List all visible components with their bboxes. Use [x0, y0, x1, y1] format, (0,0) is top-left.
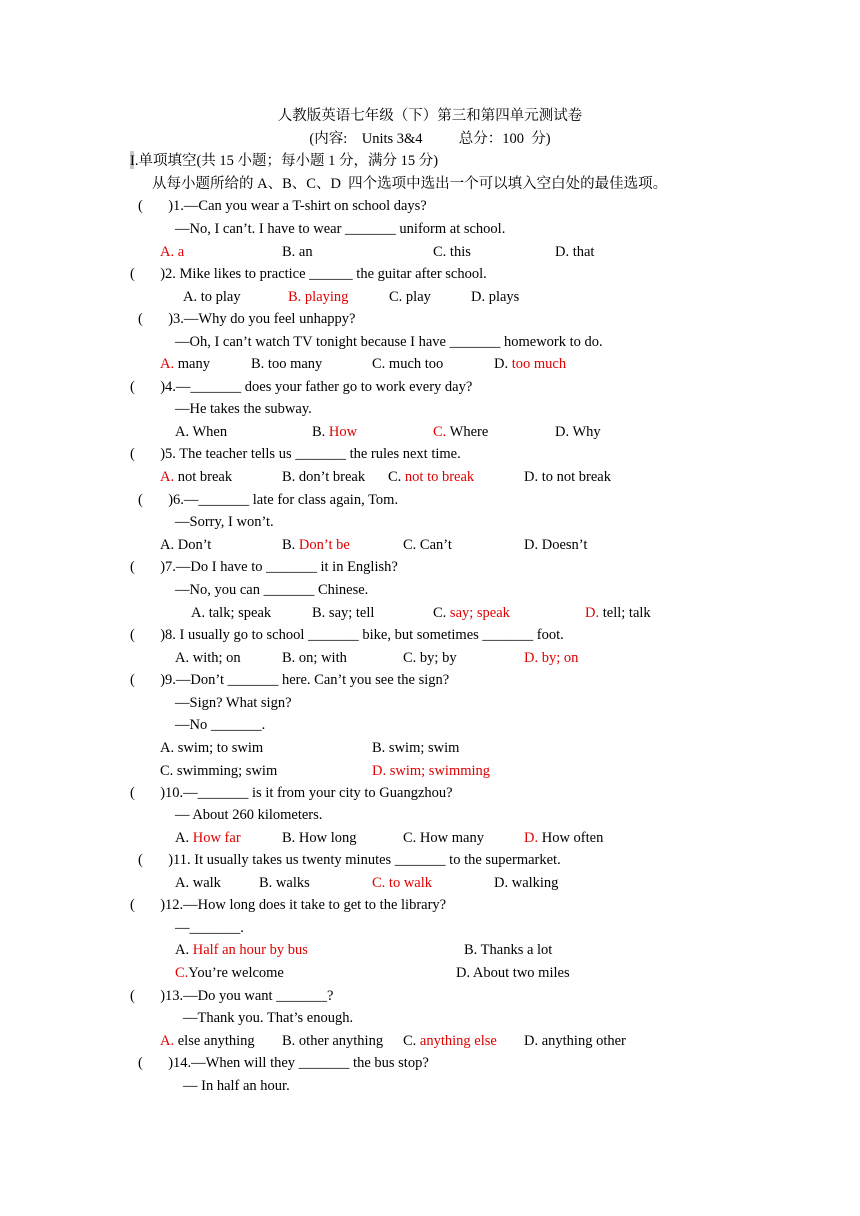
question-4-stem: ( )4.—_______ does your father go to work every day? [130, 379, 473, 395]
q13-option-b: B. other anything [282, 1033, 384, 1049]
question-6-stem: ( )6.—_______ late for class again, Tom. [138, 492, 399, 508]
q7-option-c-text: say; speak [449, 605, 510, 621]
q5-option-c-letter: C. [388, 469, 405, 485]
q1-option-b: B. an [282, 244, 313, 260]
q2-option-c: C. play [389, 289, 431, 305]
q6-option-c: C. Can’t [403, 537, 452, 553]
question-12-stem: ( )12.—How long does it take to get to the library? [130, 897, 447, 913]
q12-option-a-text: Half an hour by bus [192, 942, 308, 958]
q6-option-b [282, 536, 350, 554]
question-3-stem: ( )3.—Why do you feel unhappy? [138, 311, 356, 327]
q13-option-a-text: else anything [174, 1033, 255, 1049]
q7-option-d [585, 604, 651, 622]
q12-option-d: D. About two miles [456, 965, 570, 981]
q2-option-a: A. to play [183, 289, 241, 305]
q10-option-a-text: How far [192, 830, 241, 846]
question-12-line: —_______. [175, 920, 244, 936]
q10-option-b: B. How long [282, 830, 357, 846]
q12-option-c [175, 964, 284, 982]
q6-option-a: A. Don’t [160, 537, 212, 553]
q4-option-c [433, 423, 488, 441]
q2-option-b: B. playing [288, 289, 349, 305]
q5-option-c-text: not to break [404, 469, 475, 485]
question-11-stem: ( )11. It usually takes us twenty minutes _______ to the supermarket. [138, 852, 561, 868]
question-13-line: —Thank you. That’s enough. [183, 1010, 354, 1026]
question-10-line: — About 260 kilometers. [175, 807, 323, 823]
q10-option-a-letter: A. [175, 830, 193, 846]
q3-option-a-text: many [174, 356, 210, 372]
q8-option-b: B. on; with [282, 650, 347, 666]
q7-option-d-text: tell; talk [599, 605, 651, 621]
q3-option-d-letter: D. [494, 356, 512, 372]
q11-option-c: C. to walk [372, 875, 433, 891]
q9-option-c: C. swimming; swim [160, 763, 278, 779]
q4-option-c-letter: C. [433, 424, 447, 440]
q10-option-d-letter: D. [524, 830, 539, 846]
q12-option-b: B. Thanks a lot [464, 942, 553, 958]
q7-option-c-letter: C. [433, 605, 450, 621]
q1-option-c: C. this [433, 244, 471, 260]
q13-option-c [403, 1032, 497, 1050]
question-9-stem: ( )9.—Don’t _______ here. Can’t you see the sign? [130, 672, 450, 688]
q5-option-a-text: not break [174, 469, 233, 485]
q3-option-a-letter: A. [160, 356, 175, 372]
q7-option-a: A. talk; speak [191, 605, 272, 621]
q4-option-b-text: How [328, 424, 358, 440]
question-5-stem: ( )5. The teacher tells us _______ the rules next time. [130, 446, 461, 462]
q13-option-d: D. anything other [524, 1033, 626, 1049]
question-6-line: —Sorry, I won’t. [175, 514, 274, 530]
q1-option-a: A. a [160, 244, 185, 260]
q3-option-d [494, 355, 566, 373]
question-10-stem: ( )10.—_______ is it from your city to Guangzhou? [130, 785, 453, 801]
q10-option-a [175, 829, 241, 847]
q10-option-c: C. How many [403, 830, 484, 846]
q5-option-d: D. to not break [524, 469, 611, 485]
page-title: 人教版英语七年级（下）第三和第四单元测试卷 [277, 108, 583, 124]
q4-option-a: A. When [175, 424, 228, 440]
question-7-stem: ( )7.—Do I have to _______ it in English? [130, 559, 398, 575]
q3-option-a [160, 355, 210, 373]
q9-option-a: A. swim; to swim [160, 740, 264, 756]
question-9-line-3: —No _______. [175, 717, 266, 733]
q5-option-a-letter: A. [160, 469, 175, 485]
q6-option-b-letter: B. [282, 537, 299, 553]
q4-option-b [312, 423, 357, 441]
q7-option-d-letter: D. [585, 605, 600, 621]
q9-option-d: D. swim; swimming [372, 763, 491, 779]
q11-option-a: A. walk [175, 875, 221, 891]
question-9-line: —Sign? What sign? [175, 695, 292, 711]
section-instruction: 从每小题所给的 A、B、C、D 四个选项中选出一个可以填入空白处的最佳选项。 [152, 176, 668, 192]
q3-option-b: B. too many [251, 356, 323, 372]
q4-option-d: D. Why [555, 424, 601, 440]
question-2-stem: ( )2. Mike likes to practice ______ the guitar after school. [130, 266, 487, 282]
q8-option-d: D. by; on [524, 650, 579, 666]
q13-option-c-letter: C. [403, 1033, 420, 1049]
q13-option-a-letter: A. [160, 1033, 175, 1049]
q7-option-c [433, 604, 510, 622]
q4-option-b-letter: B. [312, 424, 329, 440]
q3-option-c: C. much too [372, 356, 444, 372]
question-7-line: —No, you can _______ Chinese. [175, 582, 369, 598]
q3-option-d-text: too much [511, 356, 567, 372]
q8-option-c: C. by; by [403, 650, 457, 666]
q6-option-d: D. Doesn’t [524, 537, 588, 553]
q7-option-b: B. say; tell [312, 605, 375, 621]
page-subtitle: (内容: Units 3&4 总分：100 分) [309, 131, 551, 147]
q12-option-a [175, 941, 308, 959]
q9-option-b: B. swim; swim [372, 740, 460, 756]
q12-option-c-letter: C. [175, 965, 189, 981]
q13-option-a [160, 1032, 255, 1050]
q11-option-b: B. walks [259, 875, 310, 891]
q10-option-d [524, 829, 603, 847]
question-4-line: —He takes the subway. [175, 401, 312, 417]
q13-option-c-text: anything else [419, 1033, 497, 1049]
question-1-line: —No, I can’t. I have to wear _______ uniform at school. [175, 221, 506, 237]
section-heading: I.单项填空(共 15 小题；每小题 1 分，满分 15 分) [130, 153, 439, 169]
q5-option-b: B. don’t break [282, 469, 366, 485]
q5-option-c [388, 468, 474, 486]
q2-option-d: D. plays [471, 289, 520, 305]
question-1-stem: ( )1.—Can you wear a T-shirt on school days? [138, 198, 427, 214]
q4-option-c-text: Where [446, 424, 489, 440]
q5-option-a [160, 468, 232, 486]
q12-option-c-text: You’re welcome [188, 965, 284, 981]
question-13-stem: ( )13.—Do you want _______? [130, 988, 334, 1004]
question-14-line: — In half an hour. [183, 1078, 290, 1094]
q11-option-d: D. walking [494, 875, 559, 891]
question-8-stem: ( )8. I usually go to school _______ bike, but sometimes _______ foot. [130, 627, 564, 643]
q12-option-a-letter: A. [175, 942, 193, 958]
q6-option-b-text: Don’t be [298, 537, 350, 553]
q1-option-d: D. that [555, 244, 595, 260]
q8-option-a: A. with; on [175, 650, 241, 666]
q10-option-d-text: How often [538, 830, 604, 846]
question-14-stem: ( )14.—When will they _______ the bus stop? [138, 1055, 429, 1071]
question-3-line: —Oh, I can’t watch TV tonight because I have _______ homework to do. [175, 334, 603, 350]
